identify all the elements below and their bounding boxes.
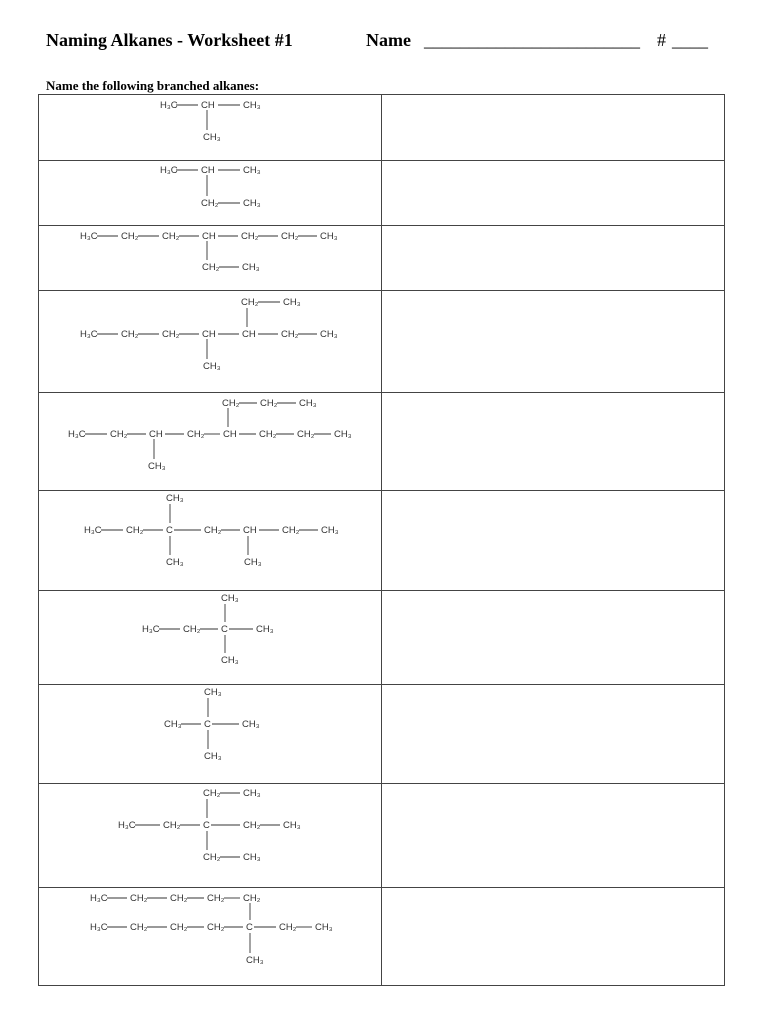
atom-group-label: CH — [201, 165, 215, 176]
answer-cell[interactable] — [381, 591, 724, 684]
alkane-structure-10 — [90, 893, 333, 966]
atom-group-label: CH₂ — [203, 852, 221, 863]
atom-group-label: CH₂ — [282, 525, 300, 536]
alkane-structure-6 — [84, 493, 339, 568]
atom-group-label: H₃C — [160, 100, 178, 111]
atom-group-label: H₃C — [90, 922, 108, 933]
atom-group-label: CH₂ — [207, 893, 225, 904]
atom-group-label: C — [221, 624, 228, 635]
alkane-structure-7 — [142, 593, 274, 666]
atom-group-label: CH₃ — [321, 525, 339, 536]
atom-group-label: CH₂ — [201, 198, 219, 209]
atom-group-label: CH₃ — [315, 922, 333, 933]
atom-group-label: CH₂ — [241, 231, 259, 242]
atom-group-label: CH₂ — [243, 820, 261, 831]
atom-group-label: CH — [149, 429, 163, 440]
number-label: # — [657, 30, 666, 50]
atom-group-label: CH₃ — [242, 719, 260, 730]
atom-group-label: CH₃ — [299, 398, 317, 409]
atom-group-label: H₃C — [90, 893, 108, 904]
atom-group-label: CH₃ — [166, 493, 184, 504]
atom-group-label: CH₃ — [166, 557, 184, 568]
atom-group-label: CH — [202, 329, 216, 340]
answer-cell[interactable] — [381, 291, 724, 392]
alkane-structure-2 — [160, 165, 261, 209]
atom-group-label: H₃C — [84, 525, 102, 536]
atom-group-label: CH₂ — [243, 893, 261, 904]
atom-group-label: CH₃ — [334, 429, 352, 440]
atom-group-label: CH₂ — [281, 231, 299, 242]
atom-group-label: CH₃ — [164, 719, 182, 730]
atom-group-label: CH₂ — [187, 429, 205, 440]
answer-cell[interactable] — [381, 226, 724, 290]
atom-group-label: CH₂ — [203, 788, 221, 799]
atom-group-label: CH₂ — [204, 525, 222, 536]
answer-cell[interactable] — [381, 161, 724, 225]
atom-group-label: CH₂ — [207, 922, 225, 933]
atom-group-label: C — [166, 525, 173, 536]
atom-group-label: CH₂ — [281, 329, 299, 340]
atom-group-label: C — [204, 719, 211, 730]
atom-group-label: CH₃ — [243, 198, 261, 209]
structural-formulas — [68, 100, 352, 966]
atom-group-label: C — [246, 922, 253, 933]
atom-group-label: CH₂ — [170, 893, 188, 904]
name-label: Name — [366, 30, 411, 50]
instructions: Name the following branched alkanes: — [46, 78, 260, 93]
atom-group-label: CH₃ — [203, 361, 221, 372]
atom-group-label: CH₃ — [242, 262, 260, 273]
atom-group-label: C — [203, 820, 210, 831]
atom-group-label: CH₃ — [148, 461, 166, 472]
atom-group-label: CH₃ — [243, 788, 261, 799]
atom-group-label: CH₃ — [283, 820, 301, 831]
atom-group-label: CH₂ — [202, 262, 220, 273]
atom-group-label: CH₂ — [222, 398, 240, 409]
atom-group-label: CH₂ — [162, 329, 180, 340]
atom-group-label: CH₃ — [320, 329, 338, 340]
answer-cell[interactable] — [381, 888, 724, 985]
atom-group-label: CH — [223, 429, 237, 440]
atom-group-label: CH₃ — [204, 751, 222, 762]
atom-group-label: H₃C — [68, 429, 86, 440]
atom-group-label: H₃C — [80, 329, 98, 340]
atom-group-label: CH₃ — [246, 955, 264, 966]
atom-group-label: CH₃ — [320, 231, 338, 242]
alkane-structure-5 — [68, 398, 352, 472]
answer-cell[interactable] — [381, 491, 724, 590]
atom-group-label: CH₂ — [170, 922, 188, 933]
atom-group-label: CH₂ — [259, 429, 277, 440]
answer-cell[interactable] — [381, 393, 724, 490]
atom-group-label: CH₃ — [243, 852, 261, 863]
atom-group-label: CH₃ — [221, 593, 239, 604]
atom-group-label: H₃C — [160, 165, 178, 176]
atom-group-label: H₃C — [142, 624, 160, 635]
alkane-structure-4 — [80, 297, 338, 372]
atom-group-label: CH₂ — [121, 329, 139, 340]
atom-group-label: CH₂ — [121, 231, 139, 242]
worksheet-title: Naming Alkanes - Worksheet #1 — [46, 30, 293, 50]
atom-group-label: CH₃ — [203, 132, 221, 143]
alkane-structure-3 — [80, 231, 338, 273]
atom-group-label: CH₃ — [243, 100, 261, 111]
atom-group-label: CH₃ — [221, 655, 239, 666]
name-blank-line[interactable]: ________________________ — [424, 30, 640, 50]
answer-cell[interactable] — [381, 95, 724, 160]
atom-group-label: CH₂ — [297, 429, 315, 440]
atom-group-label: CH₂ — [130, 893, 148, 904]
atom-group-label: CH₂ — [279, 922, 297, 933]
atom-group-label: CH₂ — [130, 922, 148, 933]
atom-group-label: CH₃ — [204, 687, 222, 698]
atom-group-label: CH — [202, 231, 216, 242]
atom-group-label: CH₂ — [163, 820, 181, 831]
atom-group-label: CH₂ — [110, 429, 128, 440]
atom-group-label: CH — [242, 329, 256, 340]
number-blank-line[interactable]: ____ — [672, 30, 708, 50]
answer-cell[interactable] — [381, 685, 724, 783]
atom-group-label: CH₂ — [126, 525, 144, 536]
atom-group-label: CH₃ — [256, 624, 274, 635]
answer-cell[interactable] — [381, 784, 724, 887]
atom-group-label: H₃C — [80, 231, 98, 242]
atom-group-label: CH₂ — [162, 231, 180, 242]
atom-group-label: H₃C — [118, 820, 136, 831]
atom-group-label: CH₃ — [244, 557, 262, 568]
alkane-structure-1 — [160, 100, 261, 143]
atom-group-label: CH₂ — [241, 297, 259, 308]
atom-group-label: CH₂ — [260, 398, 278, 409]
atom-group-label: CH — [243, 525, 257, 536]
alkane-structure-8 — [164, 687, 260, 762]
atom-group-label: CH — [201, 100, 215, 111]
atom-group-label: CH₃ — [283, 297, 301, 308]
alkane-structure-9 — [118, 788, 301, 863]
atom-group-label: CH₂ — [183, 624, 201, 635]
atom-group-label: CH₃ — [243, 165, 261, 176]
